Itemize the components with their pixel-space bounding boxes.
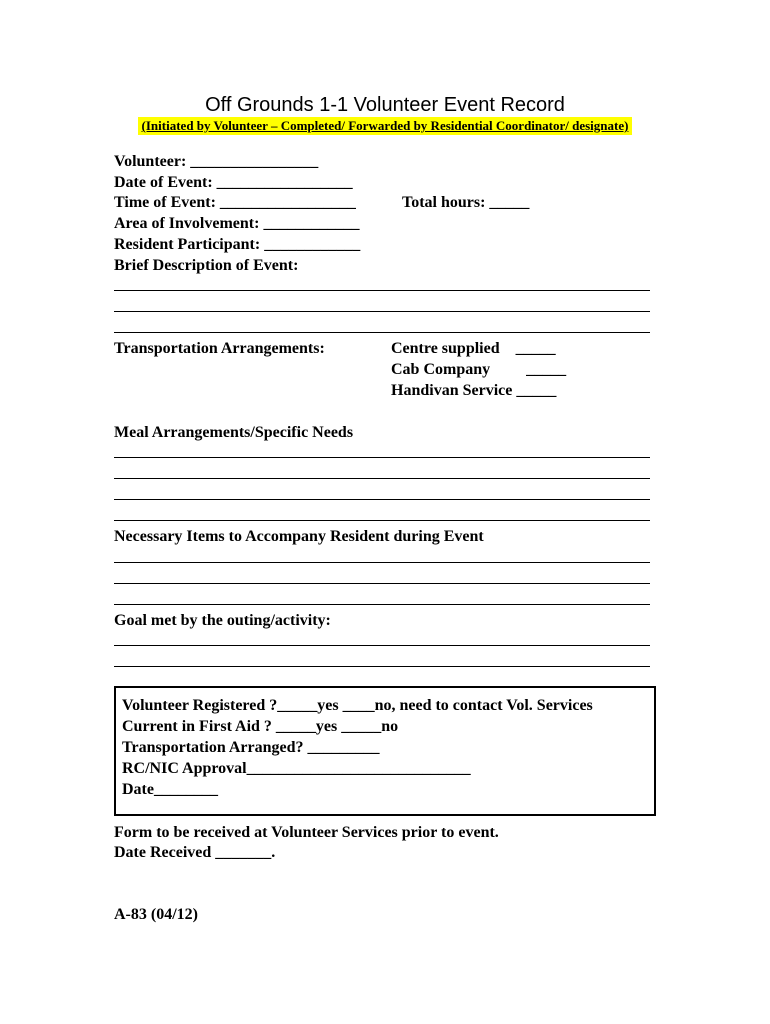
meal-line[interactable] <box>114 499 650 500</box>
goal-line[interactable] <box>114 666 650 667</box>
form-code: A-83 (04/12) <box>114 906 198 923</box>
received-note: Form to be received at Volunteer Services prior to event. <box>114 824 499 841</box>
transport-option-centre[interactable]: Centre supplied _____ <box>391 340 556 357</box>
items-line[interactable] <box>114 604 650 605</box>
description-line[interactable] <box>114 311 650 312</box>
volunteer-registered-field[interactable]: Volunteer Registered ?_____yes ____no, need to contact Vol. Services <box>122 697 593 714</box>
transport-option-cab[interactable]: Cab Company _____ <box>391 361 567 378</box>
time-of-event-field[interactable]: Time of Event: _________________ <box>114 194 356 211</box>
transport-option-handivan[interactable]: Handivan Service _____ <box>391 382 557 399</box>
form-title: Off Grounds 1-1 Volunteer Event Record <box>205 94 565 116</box>
meal-arrangements-label: Meal Arrangements/Specific Needs <box>114 424 354 441</box>
transportation-arranged-field[interactable]: Transportation Arranged? _________ <box>122 739 380 756</box>
description-line[interactable] <box>114 290 650 291</box>
box-date-field[interactable]: Date________ <box>122 781 218 798</box>
goal-line[interactable] <box>114 645 650 646</box>
date-received-field[interactable]: Date Received _______. <box>114 844 276 861</box>
total-hours-field[interactable]: Total hours: _____ <box>402 194 530 211</box>
area-of-involvement-field[interactable]: Area of Involvement: ____________ <box>114 215 360 232</box>
transportation-label: Transportation Arrangements: <box>114 340 325 357</box>
meal-line[interactable] <box>114 457 650 458</box>
form-subtitle: (Initiated by Volunteer – Completed/ Forwarded by Residential Coordinator/ designate) <box>138 117 633 135</box>
items-line[interactable] <box>114 562 650 563</box>
form-subtitle-wrap <box>0 117 770 135</box>
approval-box <box>114 686 656 816</box>
resident-participant-field[interactable]: Resident Participant: ____________ <box>114 236 361 253</box>
brief-description-label: Brief Description of Event: <box>114 257 299 274</box>
items-line[interactable] <box>114 583 650 584</box>
description-line[interactable] <box>114 332 650 333</box>
goal-met-label: Goal met by the outing/activity: <box>114 612 331 629</box>
first-aid-field[interactable]: Current in First Aid ? _____yes _____no <box>122 718 399 735</box>
meal-line[interactable] <box>114 520 650 521</box>
volunteer-field[interactable]: Volunteer: ________________ <box>114 153 319 170</box>
rc-nic-approval-field[interactable]: RC/NIC Approval____________________________ <box>122 760 471 777</box>
necessary-items-label: Necessary Items to Accompany Resident during Event <box>114 528 484 545</box>
date-of-event-field[interactable]: Date of Event: _________________ <box>114 174 353 191</box>
meal-line[interactable] <box>114 478 650 479</box>
